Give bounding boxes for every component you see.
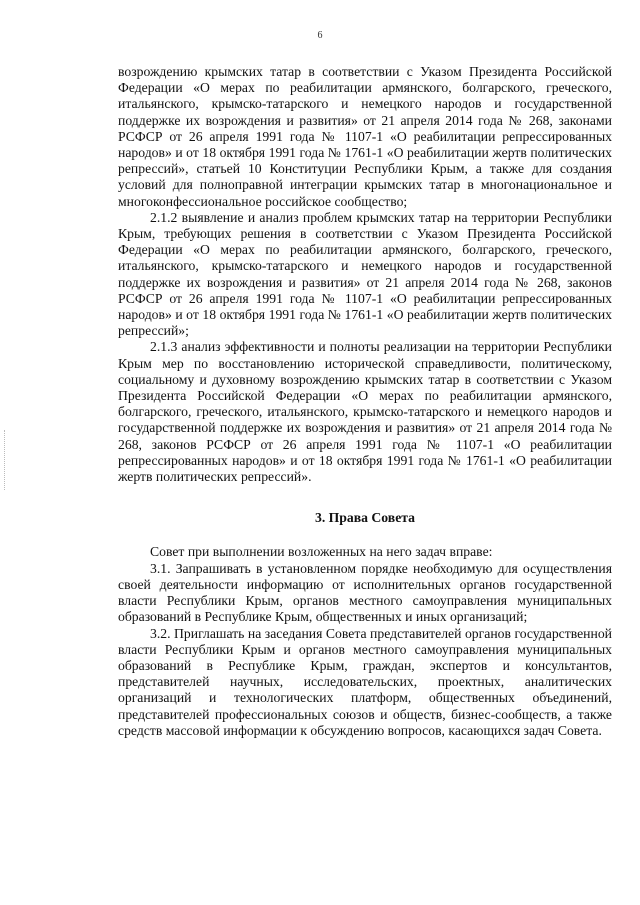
document-body [118, 64, 612, 739]
paragraph-3-1: 3.1. Запрашивать в установленном порядке необходимую для осуществления своей деятельности информацию от исполнительных органов государственной власти Республики Крым, органов местного самоуправления муниципальных образований в Республике Крым, общественных и иных организаций; [118, 560, 612, 625]
paragraph-2-1-2: 2.1.2 выявление и анализ проблем крымских татар на территории Республики Крым, требующих решения в соответствии с Указом Президента Российской Федерации «О мерах по реабилитации армянского, болгарского, греческого, итальянского, крымско-татарского и немецкого народов и государственной поддержке их возрождения и развития» от 21 апреля 2014 года № 268, законов РСФСР от 26 апреля 1991 года № 1107-1 «О реабилитации репрессированных народов» и от 18 октября 1991 года № 1761-1 «О реабилитации жертв политических репрессий»; [118, 209, 612, 339]
scan-margin-mark [4, 430, 6, 490]
paragraph-2-1-3: 2.1.3 анализ эффективности и полноты реализации на территории Республики Крым мер по восстановлению исторической справедливости, политическому, социальному и духовному возрождению крымских татар в соответствии с Указом Президента Российской Федерации «О мерах по реабилитации армянского, болгарского, греческого, итальянского, крымско-татарского и немецкого народов и государственной поддержке их возрождения и развития» от 21 апреля 2014 года № 268, законов РСФСР от 26 апреля 1991 года № 1107-1 «О реабилитации репрессированных народов» и от 18 октября 1991 года № 1761-1 «О реабилитации жертв политических репрессий». [118, 339, 612, 485]
paragraph-continuation: возрождению крымских татар в соответствии с Указом Президента Российской Федерации «О мерах по реабилитации армянского, болгарского, греческого, итальянского, крымско-татарского и немецкого народов и государственной поддержке их возрождения и развития» от 21 апреля 2014 года № 268, законами РСФСР от 26 апреля 1991 года № 1107-1 «О реабилитации репрессированных народов» и от 18 октября 1991 года № 1761-1 «О реабилитации жертв политических репрессий», статьей 10 Конституции Республики Крым, а также для создания условий для полноправной интеграции крымских татар в многонациональное и многоконфессиональное российское сообщество; [118, 64, 612, 209]
paragraph-3-2: 3.2. Приглашать на заседания Совета представителей органов государственной власти Республики Крым и органов местного самоуправления муниципальных образований в Республике Крым, граждан, экспертов и консультантов, представителей научных, исследовательских, проектных, аналитических организаций и технологических платформ, общественных объединений, представителей профессиональных союзов и обществ, бизнес-сообществ, а также средств массовой информации к обсуждению вопросов, касающихся задач Совета. [118, 625, 612, 738]
paragraph-intro: Совет при выполнении возложенных на него задач вправе: [150, 544, 493, 560]
section-heading: 3. Права Совета [314, 510, 416, 526]
page-number: 6 [317, 30, 323, 41]
